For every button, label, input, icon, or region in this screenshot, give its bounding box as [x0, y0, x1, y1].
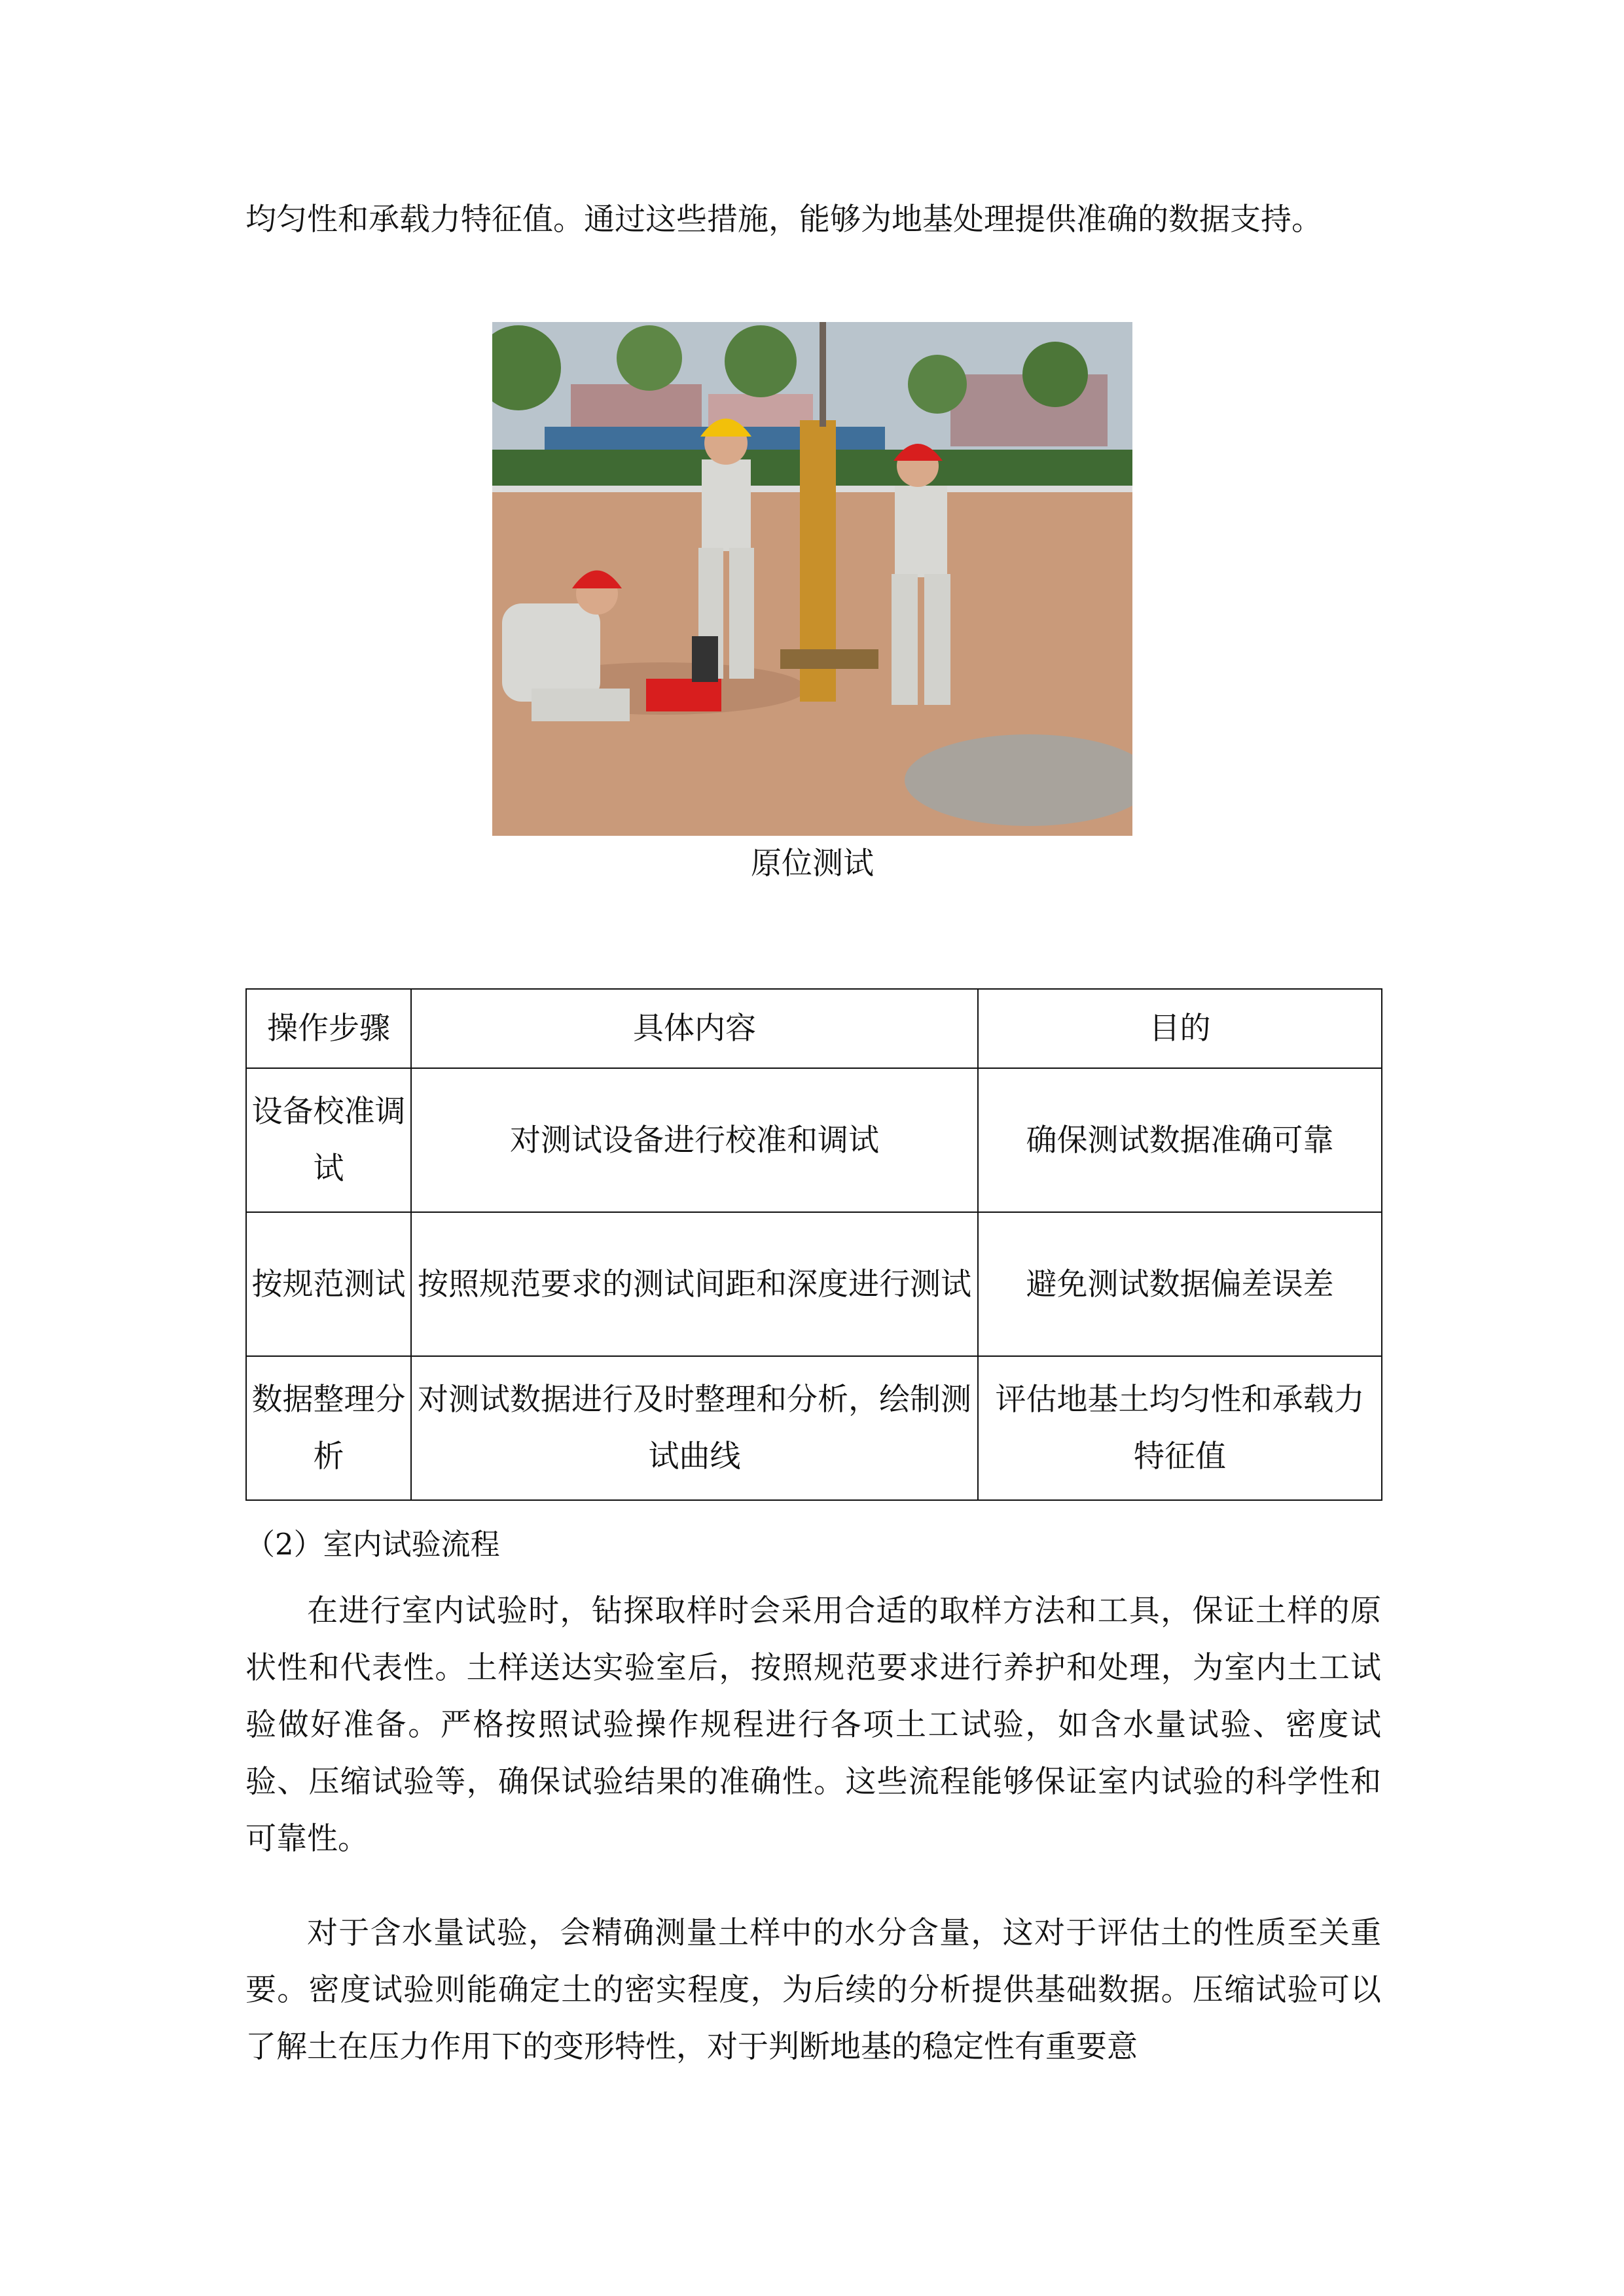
paragraph-lab-2: 对于含水量试验，会精确测量土样中的水分含量，这对于评估土的性质至关重要。密度试验则能确定土的密实程度，为后续的分析提供基础数据。压缩试验可以了解土在压力作用下的变形特性，对于判断地基的稳定性有重要意: [245, 1915, 1381, 2065]
table-cell: 按规范测试: [246, 1212, 411, 1356]
tree: [908, 355, 967, 414]
instrument-case: [646, 679, 721, 711]
table-header-cell: 具体内容: [411, 989, 978, 1068]
paragraph-top: 均匀性和承载力特征值。通过这些措施，能够为地基处理提供准确的数据支持。: [245, 202, 1322, 238]
worker-leg: [892, 574, 918, 705]
table-header-cell: 操作步骤: [246, 989, 411, 1068]
table-row: [246, 1068, 1382, 1212]
table-cell: 按照规范要求的测试间距和深度进行测试: [411, 1212, 978, 1356]
laptop-screen: [692, 636, 718, 682]
rig-rod: [820, 322, 826, 427]
worker-body: [702, 459, 751, 551]
test-steps-table: [245, 988, 1382, 1501]
table-cell: 确保测试数据准确可靠: [978, 1068, 1382, 1212]
table-cell: 对测试数据进行及时整理和分析，绘制测试曲线: [411, 1356, 978, 1500]
worker-body: [502, 603, 600, 702]
tree: [725, 325, 797, 397]
paragraph-lab-1: 在进行室内试验时，钻探取样时会采用合适的取样方法和工具，保证土样的原状性和代表性。土样送达实验室后，按照规范要求进行养护和处理，为室内土工试验做好准备。严格按照试验操作规程进行各项土工试验，如含水量试验、密度试验、压缩试验等，确保试验结果的准确性。这些流程能够保证室内试验的科学性和可靠性。: [245, 1593, 1381, 1857]
worker-leg: [532, 689, 630, 721]
table-row: [246, 1212, 1382, 1356]
table-header-row: [246, 989, 1382, 1068]
table-cell: 评估地基土均匀性和承载力特征值: [978, 1356, 1382, 1500]
figure-caption: 原位测试: [751, 846, 874, 882]
table-cell: 避免测试数据偏差误差: [978, 1212, 1382, 1356]
tree: [1022, 342, 1088, 407]
table-cell: 设备校准调试: [246, 1068, 411, 1212]
table-row: [246, 1356, 1382, 1500]
rig-base: [780, 649, 878, 669]
worker-leg: [729, 548, 754, 679]
worker-body: [895, 486, 947, 577]
section-heading: （2）室内试验流程: [245, 1527, 500, 1562]
tree: [617, 325, 682, 391]
table-cell: 对测试设备进行校准和调试: [411, 1068, 978, 1212]
photo-illustration: [492, 322, 1132, 836]
worker-leg: [924, 574, 950, 705]
in-situ-test-photo: [492, 322, 1132, 836]
table-cell: 数据整理分析: [246, 1356, 411, 1500]
table-header-cell: 目的: [978, 989, 1382, 1068]
